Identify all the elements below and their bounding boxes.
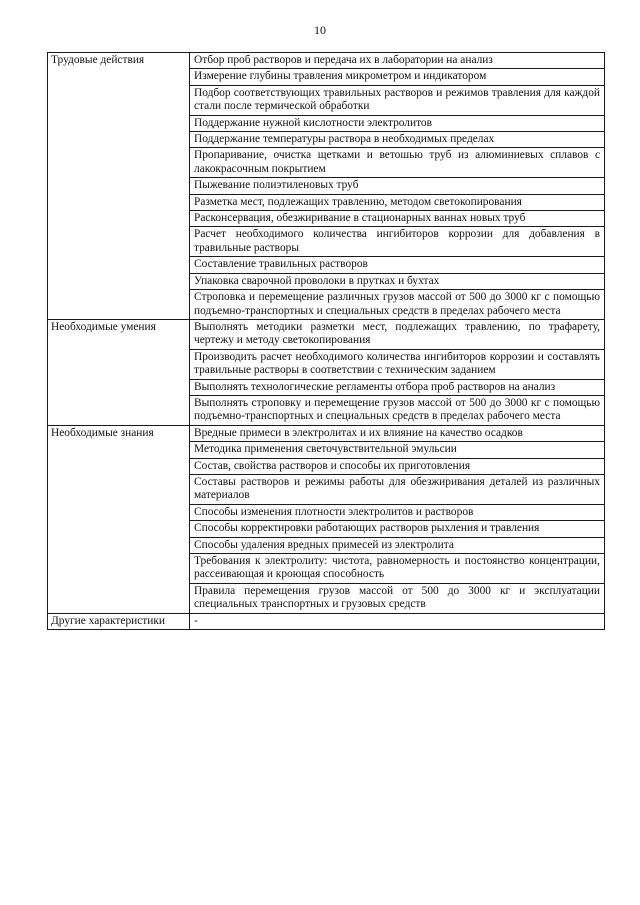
section-item: Составы растворов и режимы работы для обезжиривания деталей из различных материалов [190,474,605,504]
section-item: Выполнять технологические регламенты отбора проб растворов на анализ [190,379,605,395]
section-item: Поддержание нужной кислотности электролитов [190,115,605,131]
section-item: Пыжевание полиэтиленовых труб [190,178,605,194]
section-item: Требования к электролиту: чистота, равномерность и постоянство концентрации, рассеивающая и кроющая способность [190,554,605,584]
section-label: Трудовые действия [48,53,190,320]
section-item: Поддержание температуры раствора в необходимых пределах [190,132,605,148]
section-item: Составление травильных растворов [190,257,605,273]
section-item: Измерение глубины травления микрометром и индикатором [190,69,605,85]
table-row [48,319,605,349]
section-item: Способы корректировки работающих растворов рыхления и травления [190,521,605,537]
section-item: Вредные примеси в электролитах и их влияние на качество осадков [190,425,605,441]
section-item: Упаковка сварочной проволоки в прутках и бухтах [190,273,605,289]
section-item: Способы изменения плотности электролитов и растворов [190,504,605,520]
section-item: Расконсервация, обезжиривание в стационарных ваннах новых труб [190,211,605,227]
section-item: Расчет необходимого количества ингибиторов коррозии для добавления в травильные растворы [190,227,605,257]
section-item: Пропаривание, очистка щетками и ветошью труб из алюминиевых сплавов с лакокрасочным покрытием [190,148,605,178]
section-item: Правила перемещения грузов массой от 500 до 3000 кг и эксплуатации специальных транспортных и грузовых средств [190,583,605,613]
section-item: Методика применения светочувствительной эмульсии [190,442,605,458]
section-item: Выполнять строповку и перемещение грузов массой от 500 до 3000 кг с помощью подъемно-транспортных и специальных средств в пределах рабочего места [190,395,605,425]
section-item: Состав, свойства растворов и способы их приготовления [190,458,605,474]
table-row [48,425,605,441]
page-number: 10 [314,23,326,37]
section-item: Выполнять методики разметки мест, подлежащих травлению, по трафарету, чертежу и методу светокопирования [190,319,605,349]
table-body [48,53,605,630]
section-item: Производить расчет необходимого количества ингибиторов коррозии и составлять травильные растворы в соответствии с техническим заданием [190,349,605,379]
section-item: Подбор соответствующих травильных растворов и режимов травления для каждой стали после термической обработки [190,85,605,115]
section-label: Другие характеристики [48,613,190,629]
section-item: Строповка и перемещение различных грузов массой от 500 до 3000 кг с помощью подъемно-транспортных и специальных средств в пределах рабочего места [190,290,605,320]
table-row [48,53,605,69]
section-item: Способы удаления вредных примесей из электролита [190,537,605,553]
section-item: Отбор проб растворов и передача их в лаборатории на анализ [190,53,605,69]
section-label: Необходимые знания [48,425,190,613]
section-item: Разметка мест, подлежащих травлению, методом светокопирования [190,194,605,210]
competence-table [47,52,605,630]
section-label: Необходимые умения [48,319,190,425]
table-row [48,613,605,629]
section-item: - [190,613,605,629]
